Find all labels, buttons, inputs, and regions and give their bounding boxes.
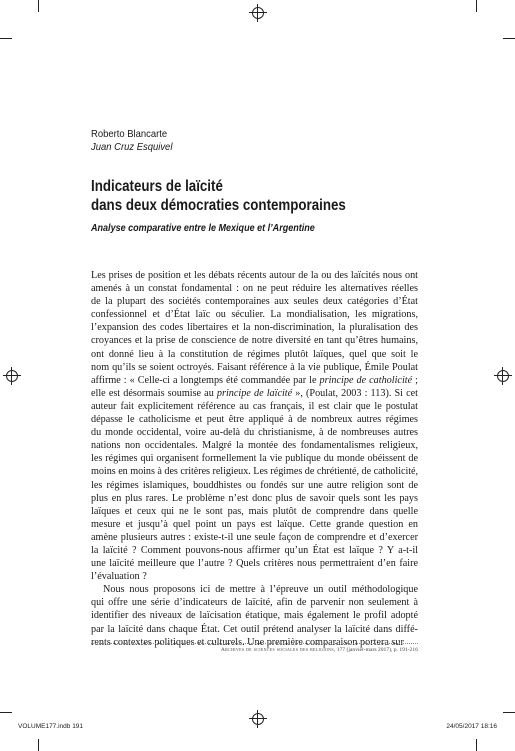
body-line: les régimes qui organisent formellement la vie publique du monde obéissent de: [91, 453, 418, 465]
title-line: Indicateurs de laïcité: [91, 178, 223, 195]
article-subtitle: Analyse comparative entre le Mexique et l’Argentine: [91, 222, 315, 234]
body-line: l’évaluation ?: [91, 571, 147, 583]
body-text: [91, 269, 418, 649]
body-line: dépasse le catholicisme et peut être appliqué à de nombreux autres régimes: [91, 414, 418, 426]
body-line: une laïcité meilleure que l’autre ? Quels critères nous permettraient d’en faire: [91, 558, 418, 570]
print-slug-date: 24/05/2017 18:16: [446, 723, 497, 730]
emphasis: principe de catholicité: [319, 374, 413, 386]
title-line: dans deux démocraties contemporaines: [91, 197, 346, 214]
crop-mark-br-v: [476, 739, 477, 751]
body-line: plus en plus rares. Le problème n’est donc plus de savoir quels sont les pays: [91, 492, 418, 504]
body-line: confessionnel et d’État laïc ou séculier. La mondialisation, les migrations,: [91, 309, 418, 321]
print-slug-file: VOLUME177.indb 191: [18, 723, 84, 730]
body-line: amenés à un constat fondamental : on ne peut réduire les alternatives réelles: [91, 283, 418, 295]
registration-mark-bottom-icon: [252, 713, 264, 725]
body-line: mesure et jusqu’à quel point un pays est laïque. Cette grande question en: [91, 518, 418, 530]
author-block: [91, 128, 181, 154]
body-line: la laïcité ? Comment pouvons-nous affirmer qu’un État est laïque ? Y a-t-il: [91, 544, 418, 556]
crop-mark-br-h: [503, 712, 515, 713]
body-line: du monde occidental, voire au-delà du christianisme, à de nombreuses autres: [91, 427, 418, 439]
registration-mark-left-icon: [6, 370, 18, 382]
author-name: Juan Cruz Esquivel: [91, 141, 173, 153]
crop-mark-tr-v: [476, 0, 477, 12]
body-line: affirme : « Celle-ci a longtemps été commandée par le principe de catholicité ;: [91, 374, 418, 386]
body-line: laïques et ceux qui ne le sont pas, mais plutôt de comprendre dans quelle: [91, 505, 418, 517]
crop-mark-tl-h: [0, 38, 12, 39]
body-line: de la plupart des sociétés contemporaines aux seules deux catégories d’État: [91, 296, 418, 308]
body-line: Nous nous proposons ici de mettre à l’épreuve un outil méthodologique: [103, 584, 418, 596]
body-line: croyances et la prise de conscience de notre diversité en tant qu’êtres humains,: [91, 335, 418, 347]
body-line: elle est désormais soumise au principe de laïcité », (Poulat, 2003 : 113). Si cet: [91, 387, 418, 399]
body-line: auteur fait explicitement référence au cas français, il est clair que le postulat: [91, 400, 418, 412]
body-line: les régimes islamiques, bouddhistes ou fondés sur une autre religion sont de: [91, 479, 418, 491]
body-line: par la laïcité dans chaque État. Cet outil prétend analyser la laïcité dans diffé-: [91, 623, 418, 635]
body-line: qui offre une série d’indicateurs de laïcité, afin de parvenir non seulement à: [91, 597, 418, 609]
body-line: Les prises de position et les débats récents autour de la ou des laïcités nous ont: [91, 270, 418, 281]
crop-mark-tl-v: [38, 0, 39, 12]
crop-mark-tr-h: [503, 38, 515, 39]
body-line: amène plusieurs autres : existe-t-il une seule façon de comprendre et d’exercer: [91, 531, 418, 543]
body-line: identifier des niveaux de laïcisation étatique, mais également le profil adopté: [91, 610, 418, 622]
crop-mark-bl-h: [0, 712, 12, 713]
body-line: ont donné lieu à la constitution de régimes plutôt laïques, quel que soit le: [91, 348, 418, 360]
body-line: nations non occidentales. Malgré la montée des fondamentalismes religieux,: [91, 440, 418, 452]
journal-name: Archives de sciences sociales des religions: [220, 647, 334, 653]
registration-mark-right-icon: [497, 370, 509, 382]
journal-footer: [91, 647, 418, 653]
author-name: Roberto Blancarte: [91, 128, 168, 140]
body-line: moins en moins à des critères religieux. Les régimes de chrétienté, de catholicité,: [91, 466, 418, 478]
article-title: [91, 177, 387, 215]
body-line: nom qu’ils se soient octroyés. Faisant référence à la vie publique, Émile Poulat: [91, 361, 418, 373]
emphasis: principe de laïcité: [216, 387, 293, 399]
footer-divider: [91, 643, 418, 644]
body-line: rents contextes politiques et culturels. Une première comparaison portera sur: [91, 636, 404, 648]
registration-mark-top-icon: [252, 7, 264, 19]
body-line: l’expansion des codes libertaires et la non-discrimination, la pluralisation des: [91, 322, 418, 334]
crop-mark-bl-v: [38, 739, 39, 751]
journal-issue: , 177 (janvier-mars 2017), p. 191-216: [333, 647, 418, 653]
